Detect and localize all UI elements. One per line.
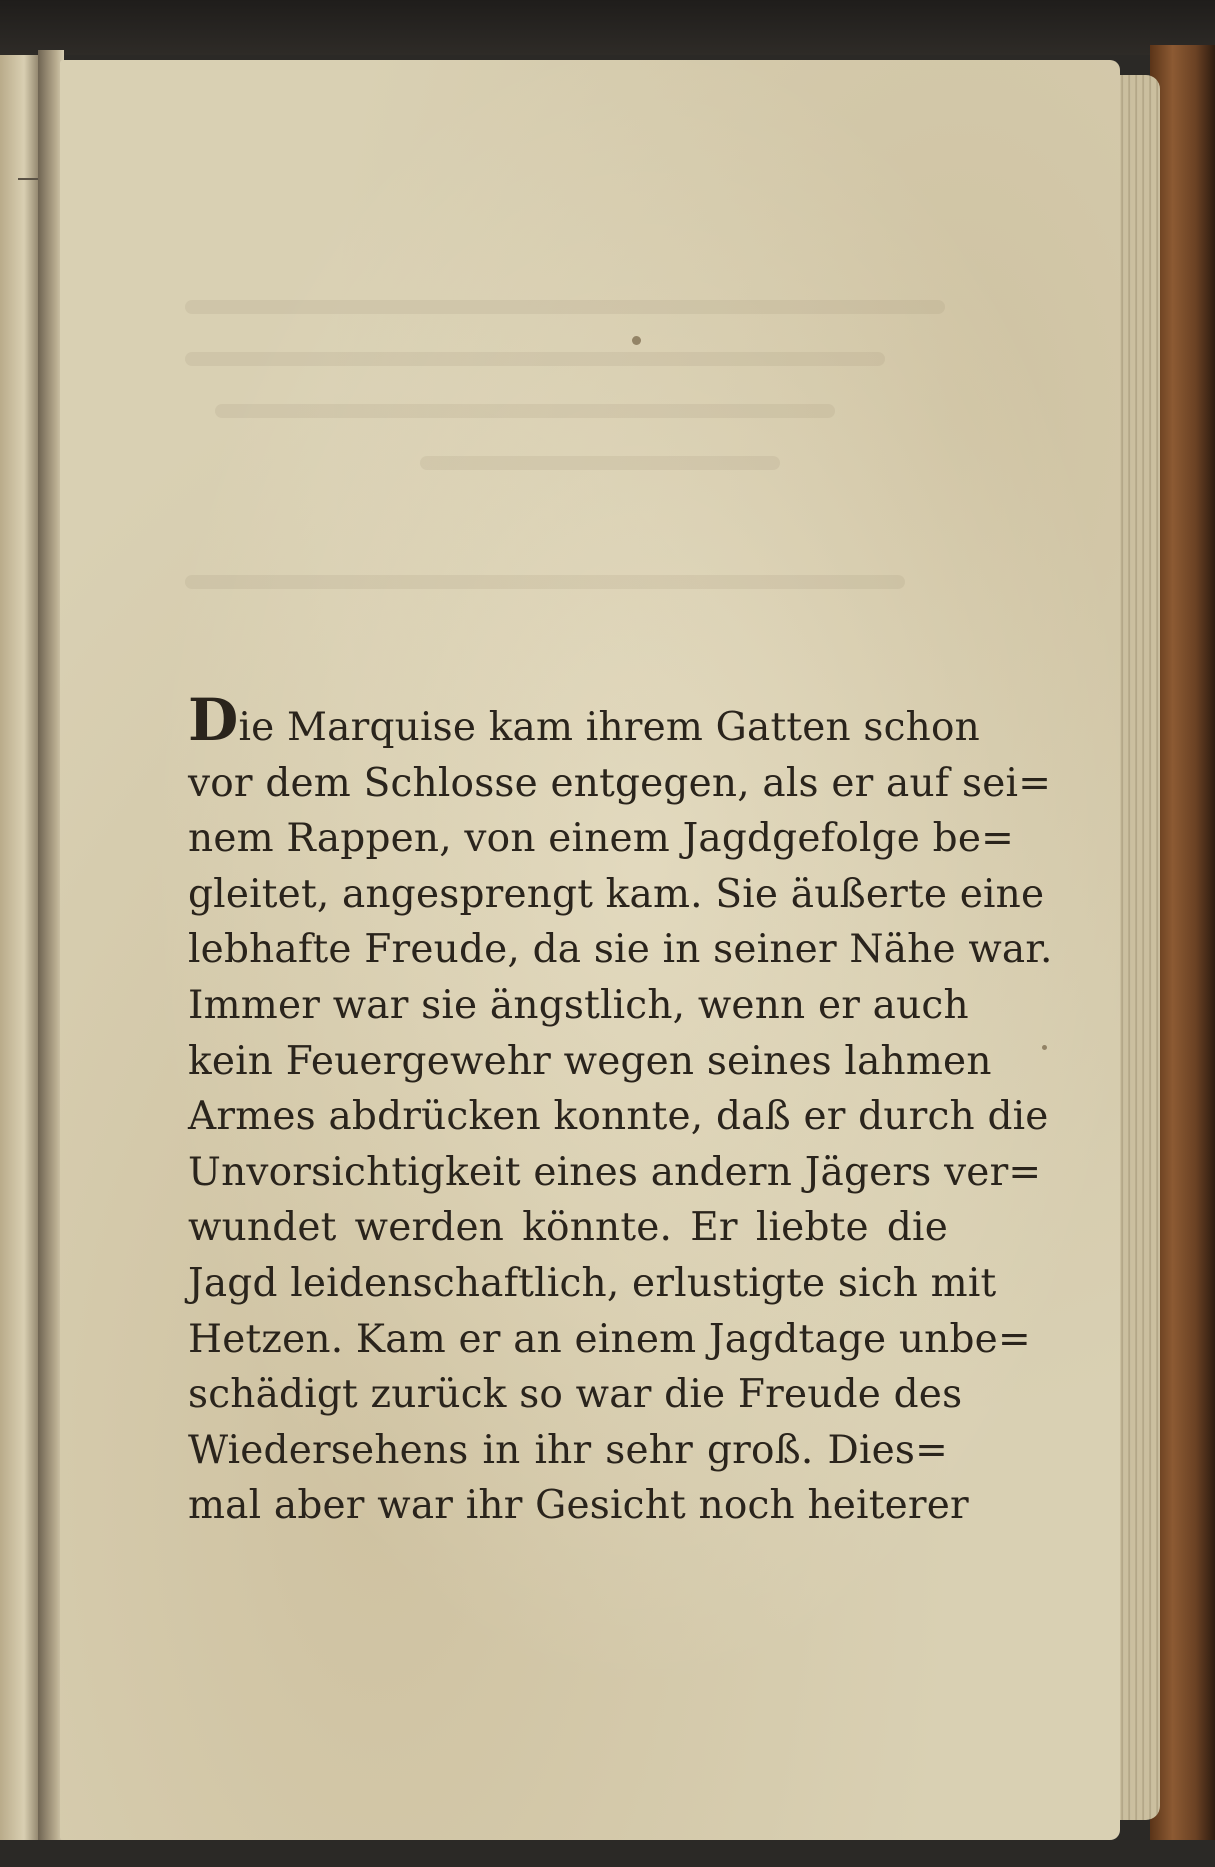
text-line: gleitet, angesprengt kam. Sie äußerte eine bbox=[188, 871, 1045, 917]
text-line: schädigt zurück so war die Freude des bbox=[188, 1372, 963, 1418]
text-line: lebhafte Freude, da sie in seiner Nähe war. bbox=[188, 927, 1053, 973]
show-through-line bbox=[185, 352, 885, 366]
text-line: vor dem Schlosse entgegen, als er auf sei= bbox=[188, 760, 1052, 806]
background-bottom bbox=[0, 1840, 1215, 1867]
text-line: Die Marquise kam ihrem Gatten schon bbox=[188, 686, 980, 754]
text-line: Hetzen. Kam er an einem Jagdtage unbe= bbox=[188, 1316, 1031, 1362]
drop-cap: D bbox=[188, 686, 239, 754]
ink-spot bbox=[1042, 1045, 1047, 1050]
text-line: mal aber war ihr Gesicht noch heiterer bbox=[188, 1483, 969, 1529]
facing-page-edge bbox=[0, 55, 40, 1845]
text-line: Immer war sie ängstlich, wenn er auch bbox=[188, 982, 969, 1028]
text-line: Jagd leidenschaftlich, erlustigte sich mit bbox=[188, 1260, 997, 1306]
ink-spot bbox=[632, 336, 641, 345]
show-through-line bbox=[215, 404, 835, 418]
text-line: kein Feuergewehr wegen seines lahmen bbox=[188, 1038, 992, 1084]
text-line: Wiedersehens in ihr sehr groß. Dies= bbox=[188, 1427, 948, 1473]
text-line: wundet werden könnte. Er liebte die bbox=[188, 1205, 948, 1251]
show-through-line bbox=[420, 456, 780, 470]
facing-page-mark bbox=[18, 178, 40, 180]
show-through-line bbox=[185, 575, 905, 589]
text-line: Armes abdrücken konnte, daß er durch die bbox=[188, 1094, 1049, 1140]
show-through-line bbox=[185, 300, 945, 314]
background-top bbox=[0, 0, 1215, 55]
text-line: Unvorsichtigkeit eines andern Jägers ver= bbox=[188, 1149, 1042, 1195]
body-text bbox=[188, 686, 1053, 1534]
text-line: nem Rappen, von einem Jagdgefolge be= bbox=[188, 816, 1014, 862]
